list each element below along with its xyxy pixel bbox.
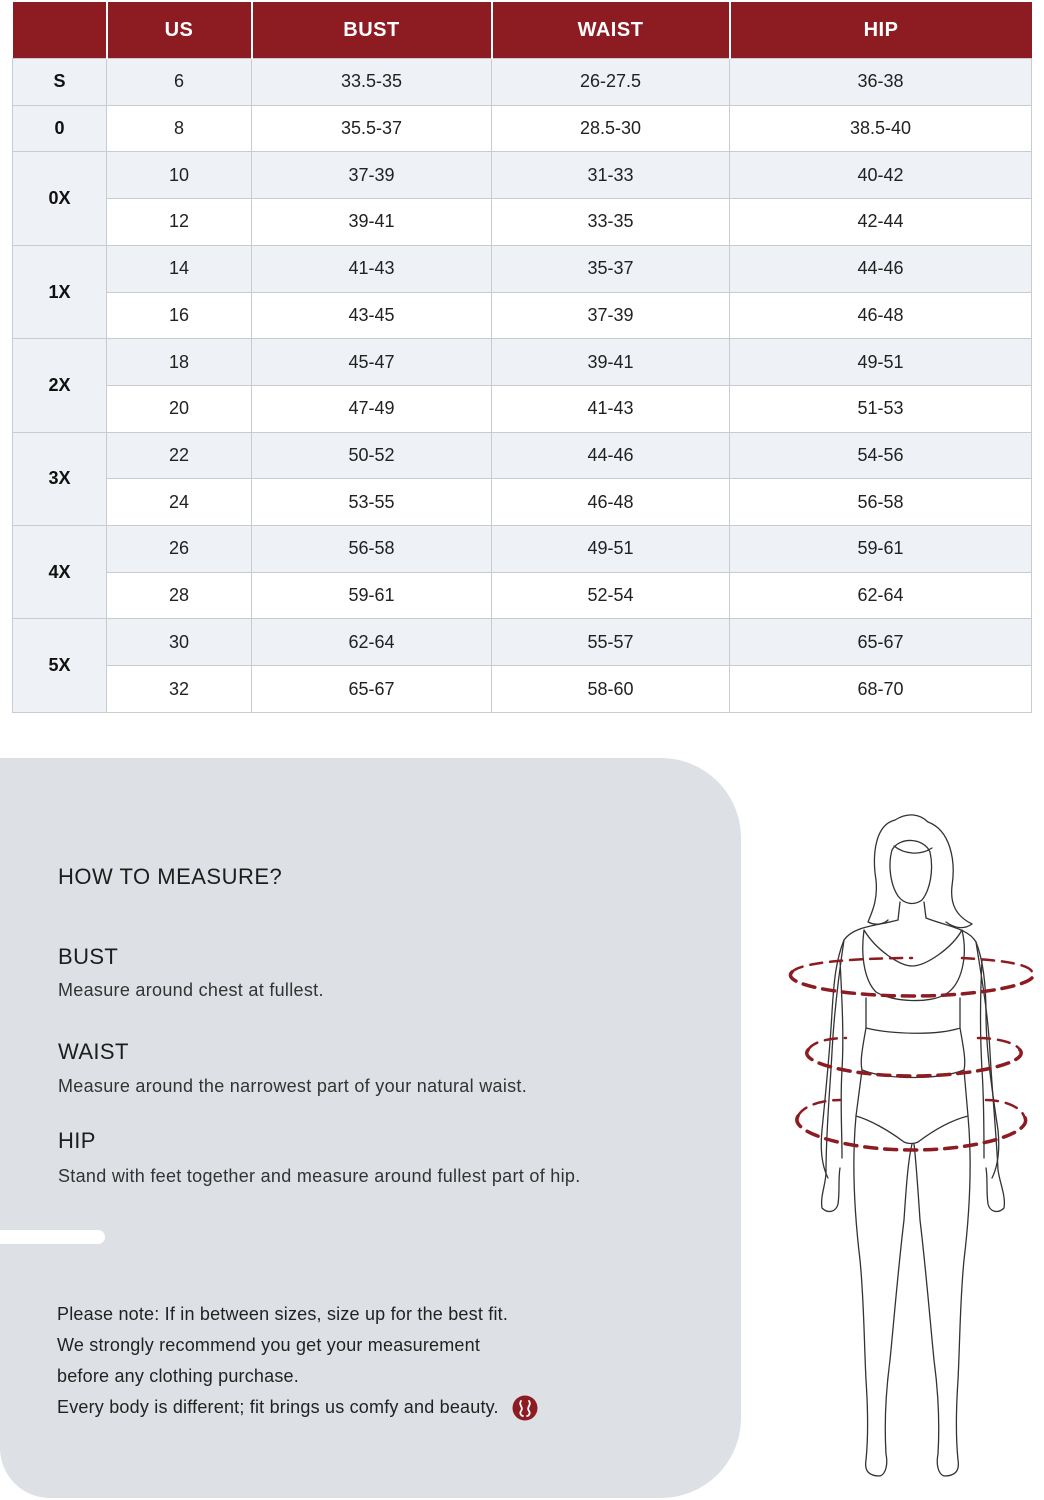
note-line: We strongly recommend you get your measurement (57, 1335, 481, 1355)
waist-cell: 49-51 (492, 526, 730, 573)
hip-cell: 49-51 (730, 339, 1032, 386)
size-label-cell: 1X (13, 245, 107, 338)
bust-cell: 65-67 (252, 666, 492, 713)
briefs-outline (856, 1070, 968, 1144)
waist-cell: 26-27.5 (492, 59, 730, 106)
table-row (13, 152, 1032, 199)
size-label-cell: 3X (13, 432, 107, 525)
size-label-cell: 4X (13, 526, 107, 619)
us-cell: 10 (107, 152, 252, 199)
bust-cell: 41-43 (252, 245, 492, 292)
bust-cell: 45-47 (252, 339, 492, 386)
hip-cell: 59-61 (730, 526, 1032, 573)
header-us: US (107, 2, 252, 59)
bust-cell: 53-55 (252, 479, 492, 526)
body-figure-illustration (780, 800, 1044, 1490)
waist-cell: 37-39 (492, 292, 730, 339)
right-leg (914, 1116, 970, 1476)
bust-cell: 50-52 (252, 432, 492, 479)
table-row (13, 292, 1032, 339)
divider-bar (0, 1230, 105, 1244)
waist-measure-line-back (808, 1038, 1020, 1050)
size-chart-table (12, 2, 1032, 713)
bust-cell: 56-58 (252, 526, 492, 573)
note-line-text: Every body is different; fit brings us comfy and beauty. (57, 1397, 499, 1417)
bust-cell: 43-45 (252, 292, 492, 339)
us-cell: 28 (107, 572, 252, 619)
waist-cell: 35-37 (492, 245, 730, 292)
waist-cell: 46-48 (492, 479, 730, 526)
table-row (13, 572, 1032, 619)
header-size (13, 2, 107, 59)
header-bust: BUST (252, 2, 492, 59)
us-cell: 14 (107, 245, 252, 292)
waist-cell: 55-57 (492, 619, 730, 666)
size-label-cell: 0X (13, 152, 107, 245)
hip-cell: 44-46 (730, 245, 1032, 292)
size-label-cell: 0 (13, 105, 107, 152)
us-cell: 12 (107, 199, 252, 246)
hip-title: HIP (58, 1128, 96, 1153)
bust-cell: 37-39 (252, 152, 492, 199)
us-cell: 18 (107, 339, 252, 386)
size-label-cell: 2X (13, 339, 107, 432)
waist-cell: 58-60 (492, 666, 730, 713)
waist-cell: 33-35 (492, 199, 730, 246)
bust-cell: 39-41 (252, 199, 492, 246)
us-cell: 30 (107, 619, 252, 666)
note-line-last (57, 1392, 538, 1423)
waist-cell: 52-54 (492, 572, 730, 619)
us-cell: 22 (107, 432, 252, 479)
face-outline (890, 840, 932, 903)
hip-cell: 56-58 (730, 479, 1032, 526)
bra-outline (863, 930, 965, 1033)
table-row (13, 59, 1032, 106)
hip-cell: 40-42 (730, 152, 1032, 199)
measure-heading: HOW TO MEASURE? (58, 864, 283, 889)
table-row (13, 339, 1032, 386)
table-row (13, 432, 1032, 479)
waist-cell: 28.5-30 (492, 105, 730, 152)
table-row (13, 666, 1032, 713)
hip-cell: 36-38 (730, 59, 1032, 106)
bust-cell: 62-64 (252, 619, 492, 666)
us-cell: 8 (107, 105, 252, 152)
table-row (13, 245, 1032, 292)
how-to-measure-panel (0, 758, 741, 1498)
bust-cell: 59-61 (252, 572, 492, 619)
waist-description: Measure around the narrowest part of your natural waist. (58, 1076, 528, 1096)
header-hip: HIP (730, 2, 1032, 59)
bust-title: BUST (58, 944, 119, 969)
table-row (13, 479, 1032, 526)
bust-measure-line (790, 972, 1033, 996)
hip-cell: 68-70 (730, 666, 1032, 713)
hip-description: Stand with feet together and measure around fullest part of hip. (58, 1166, 581, 1186)
waist-cell: 31-33 (492, 152, 730, 199)
us-cell: 24 (107, 479, 252, 526)
size-label-cell: 5X (13, 619, 107, 713)
note-line: before any clothing purchase. (57, 1366, 299, 1386)
waist-line (861, 1028, 965, 1078)
bust-cell: 35.5-37 (252, 105, 492, 152)
note-line: Please note: If in between sizes, size up for the best fit. (57, 1304, 509, 1324)
left-leg (854, 1116, 912, 1476)
hip-cell: 54-56 (730, 432, 1032, 479)
waist-cell: 39-41 (492, 339, 730, 386)
table-row (13, 619, 1032, 666)
hair-outline (868, 815, 972, 928)
hip-cell: 46-48 (730, 292, 1032, 339)
neck-outline (898, 902, 926, 920)
waist-cell: 41-43 (492, 385, 730, 432)
size-label-cell: S (13, 59, 107, 106)
bust-description: Measure around chest at fullest. (58, 980, 324, 1000)
brand-logo-icon (512, 1395, 538, 1421)
us-cell: 20 (107, 385, 252, 432)
table-row (13, 385, 1032, 432)
table-row (13, 105, 1032, 152)
us-cell: 26 (107, 526, 252, 573)
us-cell: 32 (107, 666, 252, 713)
hip-cell: 62-64 (730, 572, 1032, 619)
table-row (13, 199, 1032, 246)
bust-cell: 47-49 (252, 385, 492, 432)
bust-cell: 33.5-35 (252, 59, 492, 106)
waist-cell: 44-46 (492, 432, 730, 479)
hip-cell: 65-67 (730, 619, 1032, 666)
header-waist: WAIST (492, 2, 730, 59)
fit-notes (57, 1299, 538, 1423)
bust-measure-line-back (792, 958, 1032, 972)
hip-cell: 38.5-40 (730, 105, 1032, 152)
table-header-row (13, 2, 1032, 59)
us-cell: 6 (107, 59, 252, 106)
hip-measure-line-back (798, 1100, 1024, 1116)
hip-cell: 51-53 (730, 385, 1032, 432)
hip-cell: 42-44 (730, 199, 1032, 246)
waist-title: WAIST (58, 1039, 129, 1064)
table-row (13, 526, 1032, 573)
us-cell: 16 (107, 292, 252, 339)
